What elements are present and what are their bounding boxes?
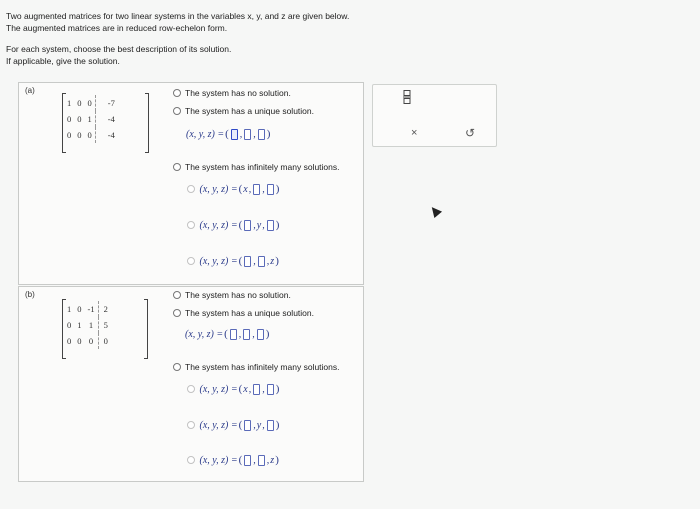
augmented-matrix (64, 95, 118, 143)
matrix-cell: 1 (67, 98, 72, 108)
matrix-bracket-right (144, 299, 148, 359)
infinite-formula-3[interactable]: (x, y, z) = ( , , z ) (187, 454, 279, 466)
formula-var: x (243, 183, 248, 195)
part-a-panel (18, 82, 364, 285)
infinite-formula-3[interactable]: (x, y, z) = ( , , z ) (187, 255, 279, 267)
matrix-cell: 0 (67, 336, 72, 346)
radio-icon[interactable] (173, 107, 181, 115)
formula-var: y (256, 419, 262, 431)
answer-box[interactable] (243, 329, 250, 340)
answer-box[interactable] (231, 129, 238, 140)
option-no-solution[interactable] (173, 290, 291, 300)
instructions (6, 11, 349, 34)
answer-box[interactable] (253, 184, 260, 195)
answer-box[interactable] (267, 384, 274, 395)
paren: ( (238, 419, 243, 431)
answer-box[interactable] (244, 220, 251, 231)
undo-icon[interactable]: ↺ (465, 126, 476, 140)
matrix-cell: 5 (98, 317, 111, 333)
paren: ( (224, 328, 228, 340)
paren: ) (275, 419, 280, 431)
instruction-line: Two augmented matrices for two linear systems in the variables x, y, and z are given below. (6, 11, 350, 21)
matrix-cell: 0 (87, 98, 92, 108)
instruction-line: For each system, choose the best description of its solution. (6, 44, 232, 54)
unique-solution-formula: (x, y, z) = ( , , ) (186, 128, 271, 140)
formula-lhs: (x, y, z) = (199, 219, 238, 231)
clear-icon[interactable]: × (411, 127, 418, 139)
radio-icon[interactable] (173, 309, 181, 317)
matrix-cell: 2 (98, 301, 111, 317)
matrix-cell: 0 (98, 333, 111, 349)
answer-box[interactable] (267, 220, 274, 231)
part-label: (b) (25, 290, 35, 299)
instruction-line: If applicable, give the solution. (6, 55, 120, 66)
matrix-cell: 0 (67, 114, 72, 124)
infinite-formula-2[interactable]: (x, y, z) = ( , y , ) (187, 219, 279, 231)
formula-lhs: (x, y, z) = (199, 419, 238, 431)
paren: ( (238, 183, 243, 195)
matrix-cell: 0 (87, 130, 92, 140)
radio-icon[interactable] (187, 456, 195, 464)
matrix-cell: 0 (67, 320, 72, 330)
paren: ) (275, 255, 279, 267)
radio-icon[interactable] (187, 421, 195, 429)
answer-box[interactable] (244, 129, 251, 140)
matrix-bracket-right (145, 93, 149, 153)
option-label: The system has a unique solution. (185, 308, 314, 318)
part-label: (a) (25, 86, 35, 95)
matrix-cell: 1 (87, 114, 92, 124)
paren: ( (238, 454, 243, 466)
radio-icon[interactable] (187, 385, 195, 393)
paren: ( (238, 383, 243, 395)
matrix-cell: 0 (77, 98, 82, 108)
option-unique-solution[interactable] (173, 106, 314, 116)
answer-box[interactable] (230, 329, 237, 340)
paren: ) (275, 219, 280, 231)
option-label: The system has no solution. (185, 290, 291, 300)
matrix-cell: 0 (77, 114, 82, 124)
formula-lhs: (x, y, z) = (199, 383, 238, 395)
radio-icon[interactable] (187, 257, 195, 265)
instruction-line: The augmented matrices are in reduced row-echelon form. (6, 22, 228, 33)
radio-icon[interactable] (173, 89, 181, 97)
formula-lhs: (x, y, z) = (199, 454, 238, 466)
matrix-cell: 0 (77, 304, 82, 314)
matrix-cell: 0 (67, 130, 72, 140)
formula-var: y (256, 219, 262, 231)
paren: ( (225, 128, 229, 140)
option-label: The system has infinitely many solutions. (185, 362, 340, 372)
radio-icon[interactable] (187, 221, 195, 229)
paren: ) (275, 383, 280, 395)
fraction-template-icon[interactable] (403, 90, 411, 107)
radio-icon[interactable] (173, 291, 181, 299)
option-infinite-solutions[interactable] (173, 362, 339, 372)
matrix-cell: 0 (88, 336, 94, 346)
paren: ) (266, 128, 271, 140)
answer-box[interactable] (258, 129, 265, 140)
matrix-cell: -7 (95, 95, 118, 111)
matrix-cell: 1 (88, 320, 94, 330)
radio-icon[interactable] (187, 185, 195, 193)
option-label: The system has infinitely many solutions. (185, 162, 340, 172)
paren: ( (238, 219, 243, 231)
answer-box[interactable] (258, 256, 265, 267)
option-label: The system has a unique solution. (185, 106, 314, 116)
option-infinite-solutions[interactable] (173, 162, 339, 172)
answer-box[interactable] (258, 455, 265, 466)
infinite-formula-1[interactable]: (x, y, z) = ( x , , ) (187, 183, 279, 195)
matrix-cell: -1 (87, 304, 95, 314)
answer-box[interactable] (244, 420, 251, 431)
matrix-cell: -4 (95, 111, 118, 127)
option-label: The system has no solution. (185, 88, 291, 98)
mouse-cursor-icon (428, 204, 442, 218)
matrix-cell: -4 (95, 127, 118, 143)
answer-box[interactable] (244, 256, 251, 267)
matrix-cell: 0 (77, 336, 82, 346)
paren: ) (275, 183, 280, 195)
matrix-cell: 0 (77, 130, 82, 140)
paren: ( (238, 255, 243, 267)
option-no-solution[interactable] (173, 88, 291, 98)
radio-icon[interactable] (173, 163, 181, 171)
answer-box[interactable] (257, 329, 264, 340)
unique-solution-formula: (x, y, z) = ( , , ) (185, 328, 270, 340)
answer-box[interactable] (267, 420, 274, 431)
part-b-panel (18, 286, 364, 482)
paren: ) (265, 328, 270, 340)
radio-icon[interactable] (173, 363, 181, 371)
formula-lhs: (x, y, z) = (199, 183, 238, 195)
formula-var: z (270, 255, 275, 267)
formula-lhs: (x, y, z) = (186, 128, 225, 140)
infinite-formula-2[interactable]: (x, y, z) = ( , y , ) (187, 419, 279, 431)
answer-box[interactable] (267, 184, 274, 195)
formula-var: z (270, 454, 275, 466)
matrix-cell: 1 (67, 304, 72, 314)
formula-var: x (243, 383, 248, 395)
augmented-matrix (64, 301, 111, 349)
paren: ) (275, 454, 279, 466)
math-toolbar (372, 84, 497, 147)
option-unique-solution[interactable] (173, 308, 314, 318)
formula-lhs: (x, y, z) = (199, 255, 238, 267)
answer-box[interactable] (253, 384, 260, 395)
formula-lhs: (x, y, z) = (185, 328, 224, 340)
answer-box[interactable] (244, 455, 251, 466)
matrix-cell: 1 (77, 320, 82, 330)
infinite-formula-1[interactable]: (x, y, z) = ( x , , ) (187, 383, 279, 395)
instructions-2 (6, 44, 231, 67)
